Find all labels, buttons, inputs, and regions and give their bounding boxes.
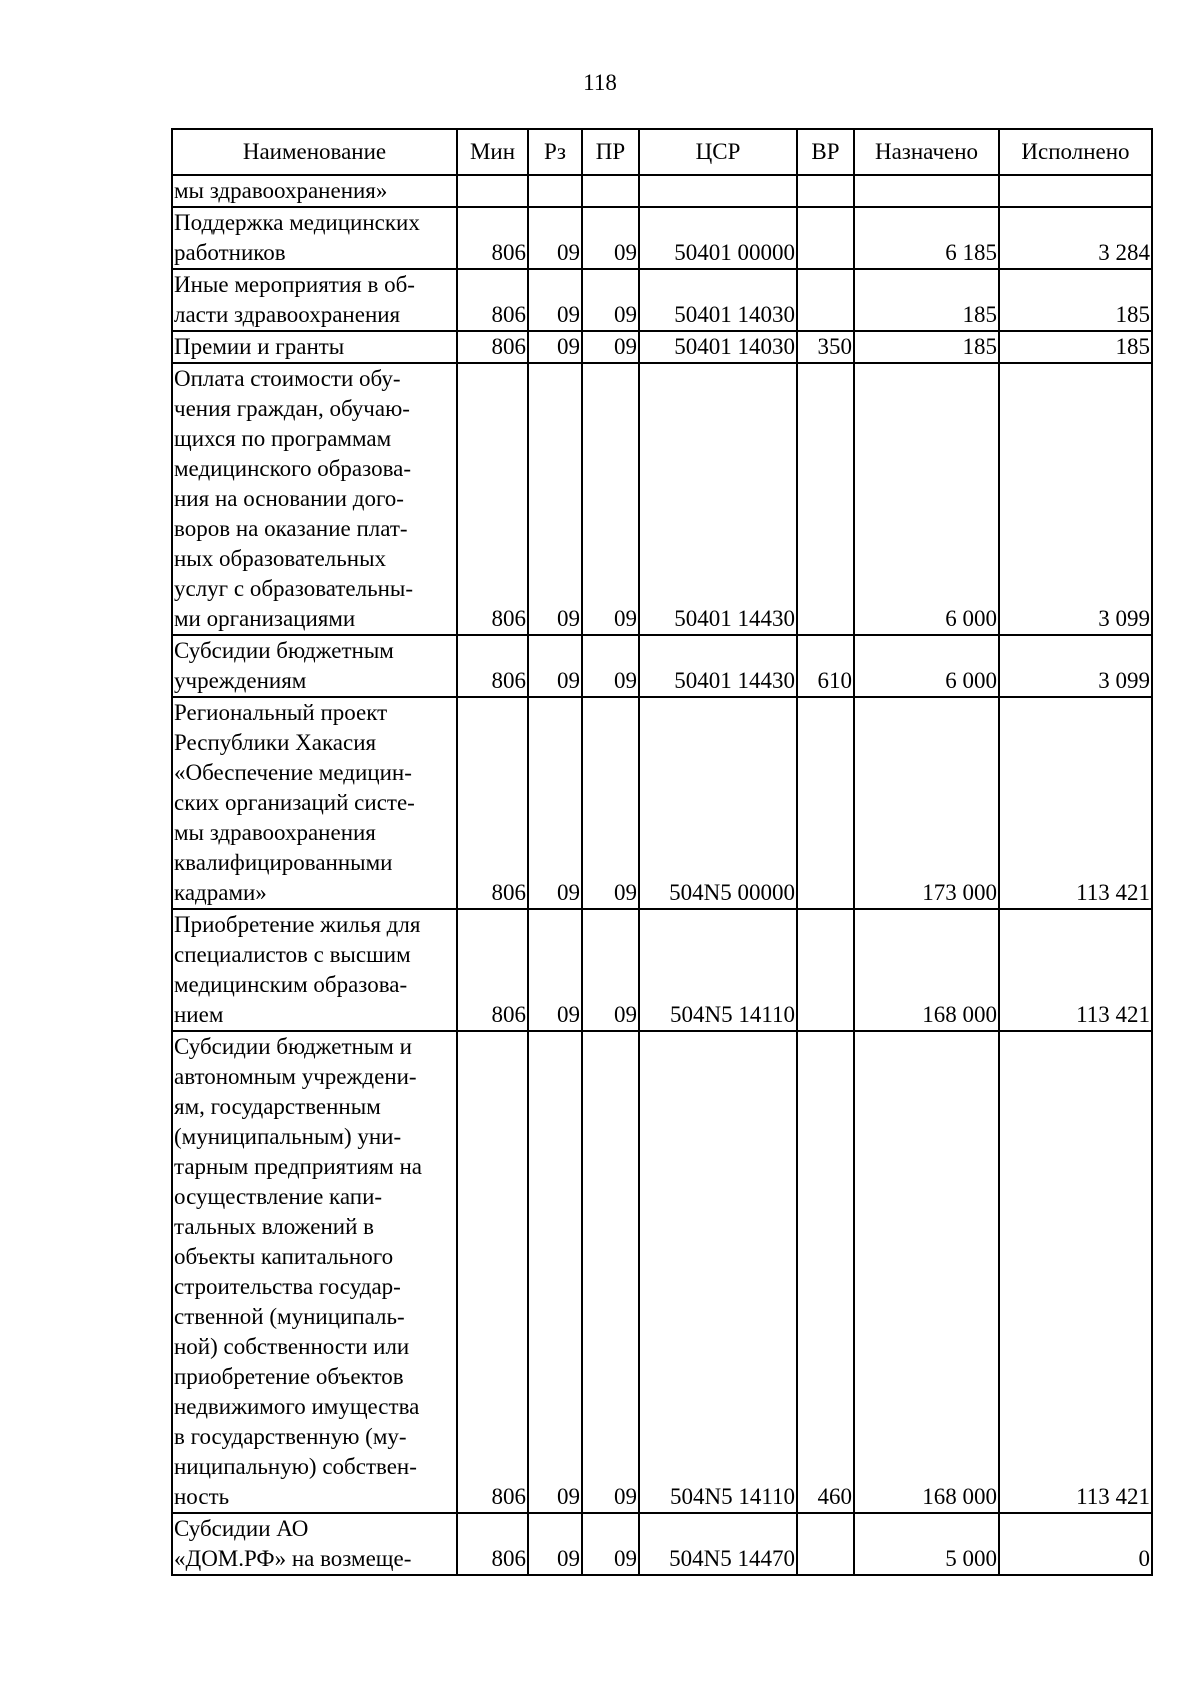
cell-name-line: Оплата стоимости обу- (174, 366, 401, 391)
header-csr: ЦСР (639, 129, 797, 175)
cell-name-line: чения граждан, обучаю- (174, 396, 410, 421)
cell-name-line: Субсидии бюджетным и (174, 1034, 412, 1059)
cell-min (457, 175, 528, 207)
cell-name-line: ниципальную) собствен- (174, 1454, 417, 1479)
cell-name-line: приобретение объектов (174, 1364, 404, 1389)
cell-executed: 0 (999, 1513, 1152, 1575)
cell-pr (582, 175, 639, 207)
cell-name-line: медицинского образова- (174, 456, 412, 481)
cell-name-line: нием (174, 1002, 224, 1027)
cell-name (172, 635, 457, 697)
cell-name-line: ласти здравоохранения (174, 302, 401, 327)
cell-assigned: 173 000 (854, 697, 999, 909)
cell-pr: 09 (582, 363, 639, 635)
cell-name-line: учреждениям (174, 668, 307, 693)
table-row (172, 909, 1152, 1031)
table-row (172, 175, 1152, 207)
cell-min: 806 (457, 1513, 528, 1575)
cell-rz: 09 (528, 363, 582, 635)
table-body (172, 175, 1152, 1575)
cell-csr: 50401 14430 (639, 635, 797, 697)
cell-executed: 113 421 (999, 909, 1152, 1031)
cell-name-line: Республики Хакасия (174, 730, 377, 755)
cell-csr: 504N5 14110 (639, 1031, 797, 1513)
cell-name (172, 363, 457, 635)
cell-name-line: ских организаций систе- (174, 790, 415, 815)
cell-rz: 09 (528, 1513, 582, 1575)
cell-name-line: ных образовательных (174, 546, 387, 571)
cell-executed: 3 099 (999, 363, 1152, 635)
cell-name-line: «ДОМ.РФ» на возмеще- (174, 1546, 412, 1571)
cell-rz: 09 (528, 331, 582, 363)
cell-name (172, 1031, 457, 1513)
cell-min: 806 (457, 909, 528, 1031)
cell-rz: 09 (528, 697, 582, 909)
cell-rz: 09 (528, 207, 582, 269)
cell-name-line: недвижимого имущества (174, 1394, 420, 1419)
cell-assigned: 185 (854, 269, 999, 331)
cell-min: 806 (457, 269, 528, 331)
table-row (172, 207, 1152, 269)
cell-vr (797, 207, 854, 269)
cell-name-line: Приобретение жилья для (174, 912, 421, 937)
cell-csr (639, 175, 797, 207)
header-rz: Рз (528, 129, 582, 175)
header-assigned: Назначено (854, 129, 999, 175)
cell-pr: 09 (582, 1031, 639, 1513)
cell-vr (797, 1513, 854, 1575)
table-row (172, 697, 1152, 909)
cell-name-line: осуществление капи- (174, 1184, 383, 1209)
cell-name (172, 207, 457, 269)
cell-min: 806 (457, 331, 528, 363)
cell-name (172, 175, 457, 207)
header-min: Мин (457, 129, 528, 175)
cell-name-line: мы здравоохранения (174, 820, 376, 845)
cell-name-line: ния на основании дого- (174, 486, 404, 511)
cell-name-line: специалистов с высшим (174, 942, 411, 967)
cell-assigned: 5 000 (854, 1513, 999, 1575)
cell-vr: 610 (797, 635, 854, 697)
cell-name-line: Поддержка медицинских (174, 210, 420, 235)
cell-assigned (854, 175, 999, 207)
page-number: 118 (583, 70, 617, 95)
cell-csr: 504N5 00000 (639, 697, 797, 909)
cell-name-line: Премии и гранты (174, 334, 345, 359)
cell-pr: 09 (582, 1513, 639, 1575)
cell-pr: 09 (582, 909, 639, 1031)
table-row (172, 363, 1152, 635)
cell-name-line: тарным предприятиям на (174, 1154, 422, 1179)
cell-min: 806 (457, 697, 528, 909)
cell-min: 806 (457, 1031, 528, 1513)
cell-min: 806 (457, 363, 528, 635)
cell-assigned: 6 000 (854, 635, 999, 697)
cell-name-line: автономным учреждени- (174, 1064, 417, 1089)
cell-name-line: ной) собственности или (174, 1334, 410, 1359)
cell-vr: 350 (797, 331, 854, 363)
cell-vr (797, 363, 854, 635)
cell-name-line: Субсидии бюджетным (174, 638, 394, 663)
cell-assigned: 168 000 (854, 1031, 999, 1513)
table-row (172, 269, 1152, 331)
cell-vr (797, 269, 854, 331)
cell-csr: 50401 14430 (639, 363, 797, 635)
cell-pr: 09 (582, 635, 639, 697)
header-name: Наименование (172, 129, 457, 175)
cell-name-line: в государственную (му- (174, 1424, 407, 1449)
budget-table (171, 128, 1153, 1576)
cell-pr: 09 (582, 207, 639, 269)
cell-name-line: строительства государ- (174, 1274, 401, 1299)
cell-assigned: 6 185 (854, 207, 999, 269)
cell-csr: 50401 14030 (639, 331, 797, 363)
cell-name (172, 331, 457, 363)
cell-csr: 504N5 14110 (639, 909, 797, 1031)
cell-assigned: 185 (854, 331, 999, 363)
cell-name-line: ям, государственным (174, 1094, 381, 1119)
cell-rz: 09 (528, 635, 582, 697)
header-vr: ВР (797, 129, 854, 175)
cell-rz: 09 (528, 1031, 582, 1513)
cell-executed (999, 175, 1152, 207)
cell-min: 806 (457, 207, 528, 269)
cell-name-line: работников (174, 240, 286, 265)
cell-assigned: 6 000 (854, 363, 999, 635)
cell-name-line: Региональный проект (174, 700, 388, 725)
cell-executed: 185 (999, 331, 1152, 363)
cell-name-line: воров на оказание плат- (174, 516, 408, 541)
cell-name (172, 697, 457, 909)
cell-name-line: объекты капитального (174, 1244, 394, 1269)
cell-pr: 09 (582, 269, 639, 331)
cell-name-line: ность (174, 1484, 230, 1509)
cell-name-line: Иные мероприятия в об- (174, 272, 415, 297)
cell-name-line: тальных вложений в (174, 1214, 375, 1239)
cell-vr: 460 (797, 1031, 854, 1513)
header-pr: ПР (582, 129, 639, 175)
cell-name-line: услуг с образовательны- (174, 576, 414, 601)
cell-name-line: (муниципальным) уни- (174, 1124, 402, 1149)
cell-min: 806 (457, 635, 528, 697)
cell-name-line: ственной (муниципаль- (174, 1304, 405, 1329)
cell-pr: 09 (582, 697, 639, 909)
table-row (172, 331, 1152, 363)
cell-executed: 113 421 (999, 1031, 1152, 1513)
cell-name-line: ми организациями (174, 606, 356, 631)
cell-executed: 3 284 (999, 207, 1152, 269)
cell-csr: 50401 14030 (639, 269, 797, 331)
cell-name (172, 269, 457, 331)
cell-name (172, 909, 457, 1031)
cell-rz (528, 175, 582, 207)
header-executed: Исполнено (999, 129, 1152, 175)
cell-name-line: медицинским образова- (174, 972, 408, 997)
cell-vr (797, 909, 854, 1031)
cell-name-line: мы здравоохранения» (174, 178, 388, 203)
cell-executed: 113 421 (999, 697, 1152, 909)
cell-name-line: щихся по программам (174, 426, 392, 451)
cell-pr: 09 (582, 331, 639, 363)
cell-assigned: 168 000 (854, 909, 999, 1031)
cell-name-line: «Обеспечение медицин- (174, 760, 412, 785)
cell-executed: 3 099 (999, 635, 1152, 697)
cell-name-line: кадрами» (174, 880, 267, 905)
table-row (172, 1031, 1152, 1513)
cell-vr (797, 697, 854, 909)
cell-csr: 504N5 14470 (639, 1513, 797, 1575)
table-row (172, 635, 1152, 697)
cell-rz: 09 (528, 269, 582, 331)
cell-name-line: квалифицированными (174, 850, 393, 875)
cell-rz: 09 (528, 909, 582, 1031)
cell-vr (797, 175, 854, 207)
cell-executed: 185 (999, 269, 1152, 331)
cell-name-line: Субсидии АО (174, 1516, 309, 1541)
table-row (172, 1513, 1152, 1575)
cell-name (172, 1513, 457, 1575)
cell-csr: 50401 00000 (639, 207, 797, 269)
table-header-row (172, 129, 1152, 175)
